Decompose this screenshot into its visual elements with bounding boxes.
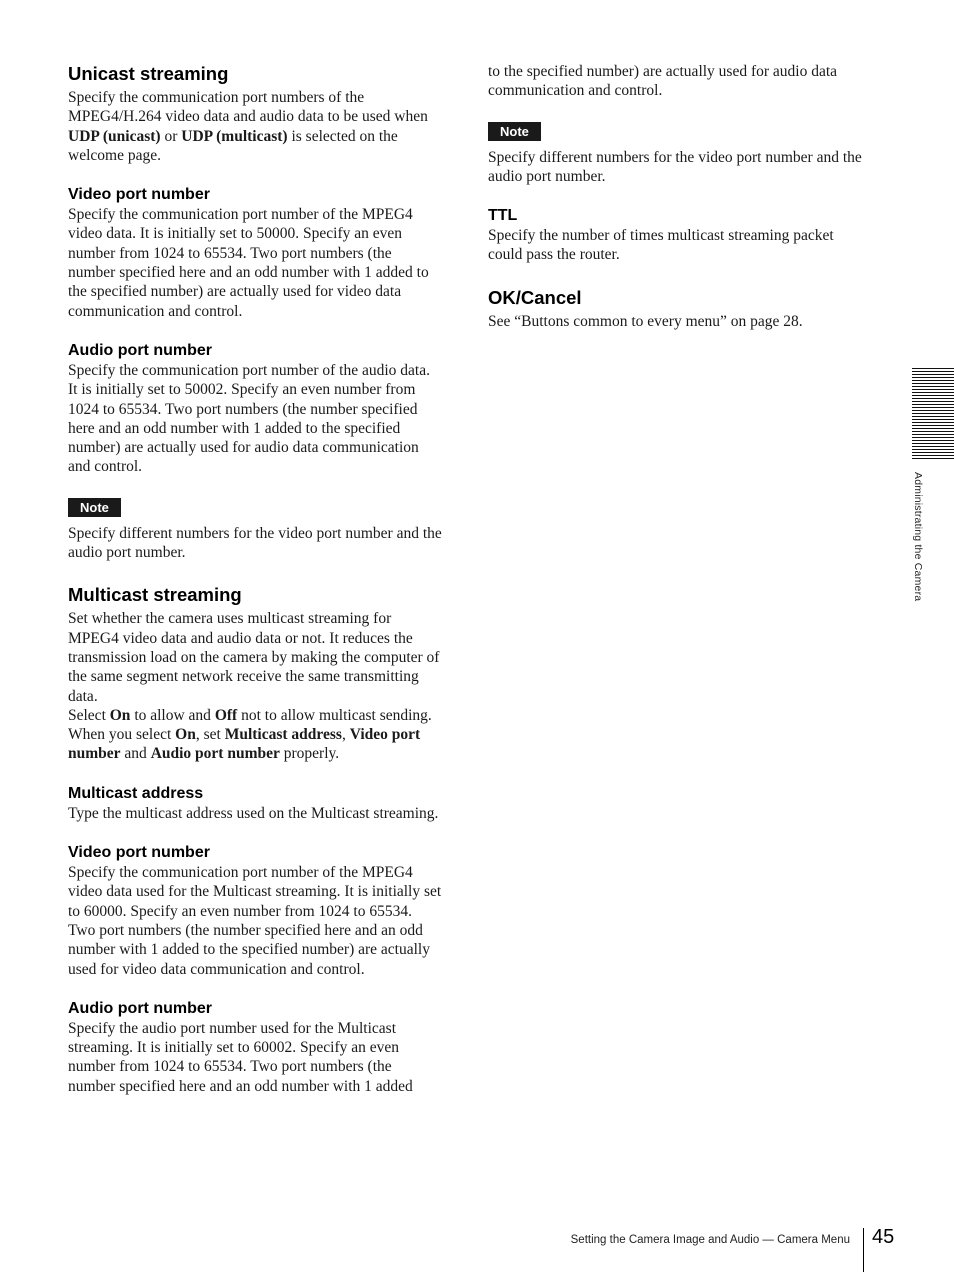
note-label: Note <box>68 498 121 517</box>
footer-divider <box>863 1228 864 1272</box>
unicast-audio-port-text: Specify the communication port number of the audio data. It is initially set to 50002. Specify an even number from 1024 to 65534. Two port numbers (the number specified here and an odd number with 1 added to the specified number) are actually used for audio data communication and control. <box>68 361 430 476</box>
multicast-audio-port-heading: Audio port number <box>68 999 212 1017</box>
unicast-heading: Unicast streaming <box>68 63 229 84</box>
multicast-when-text: When you select On, set Multicast address, Video port number and Audio port number properly. <box>68 726 421 763</box>
multicast-audio-port-text: Specify the audio port number used for the Multicast streaming. It is initially set to 60002. Specify an even number from 1024 to 65534. Two port numbers (the number specified here and an odd number with 1 added <box>68 1019 413 1095</box>
ok-cancel-heading: OK/Cancel <box>488 286 582 308</box>
multicast-heading: Multicast streaming <box>68 584 242 606</box>
right-column <box>488 62 864 331</box>
unicast-audio-port-heading: Audio port number <box>68 341 212 359</box>
chapter-tab-stripes <box>912 368 954 460</box>
multicast-video-port-heading: Video port number <box>68 844 210 862</box>
unicast-intro: Specify the communication port numbers of the MPEG4/H.264 video data and audio data to be used when UDP (unicast) or UDP (multicast) is selected on the welcome page. <box>68 89 428 164</box>
unicast-video-port-heading: Video port number <box>68 186 210 204</box>
ttl-heading: TTL <box>488 207 518 225</box>
ok-cancel-text: See “Buttons common to every menu” on page 28. <box>488 312 803 330</box>
note-text: Specify different numbers for the video port number and the audio port number. <box>68 524 442 562</box>
continued-text: to the specified number) are actually used for audio data communication and control. <box>488 63 838 100</box>
left-column <box>68 62 442 1096</box>
footer-title: Setting the Camera Image and Audio — Camera Menu <box>570 1234 850 1246</box>
multicast-address-heading: Multicast address <box>68 784 204 802</box>
ttl-text: Specify the number of times multicast streaming packet could pass the router. <box>488 227 834 264</box>
multicast-video-port-text: Specify the communication port number of the MPEG4 video data used for the Multicast streaming. It is initially set to 60000. Specify an even number from 1024 to 65534. Two port numbers (the number specified here and an odd number with 1 added to the specified number) are actually used for video data communication and control. <box>68 864 442 978</box>
unicast-video-port-text: Specify the communication port number of the MPEG4 video data. It is initially set to 50000. Specify an even number from 1024 to 65534. Two port numbers (the number specified here and an odd number with 1 added to the specified number) are actually used for video data communication and control. <box>68 206 429 320</box>
multicast-address-text: Type the multicast address used on the Multicast streaming. <box>68 804 439 822</box>
multicast-select-text: Select On to allow and Off not to allow multicast sending. <box>68 706 432 724</box>
note-label: Note <box>488 122 541 141</box>
multicast-intro: Set whether the camera uses multicast streaming for MPEG4 video data and audio data or not. It reduces the transmission load on the camera by making the computer of the same segment network receive the same transmitting data. <box>68 610 440 705</box>
note-text: Specify different numbers for the video port number and the audio port number. <box>488 148 862 185</box>
page-number: 45 <box>872 1226 895 1248</box>
chapter-tab-label: Administrating the Camera <box>912 472 924 602</box>
